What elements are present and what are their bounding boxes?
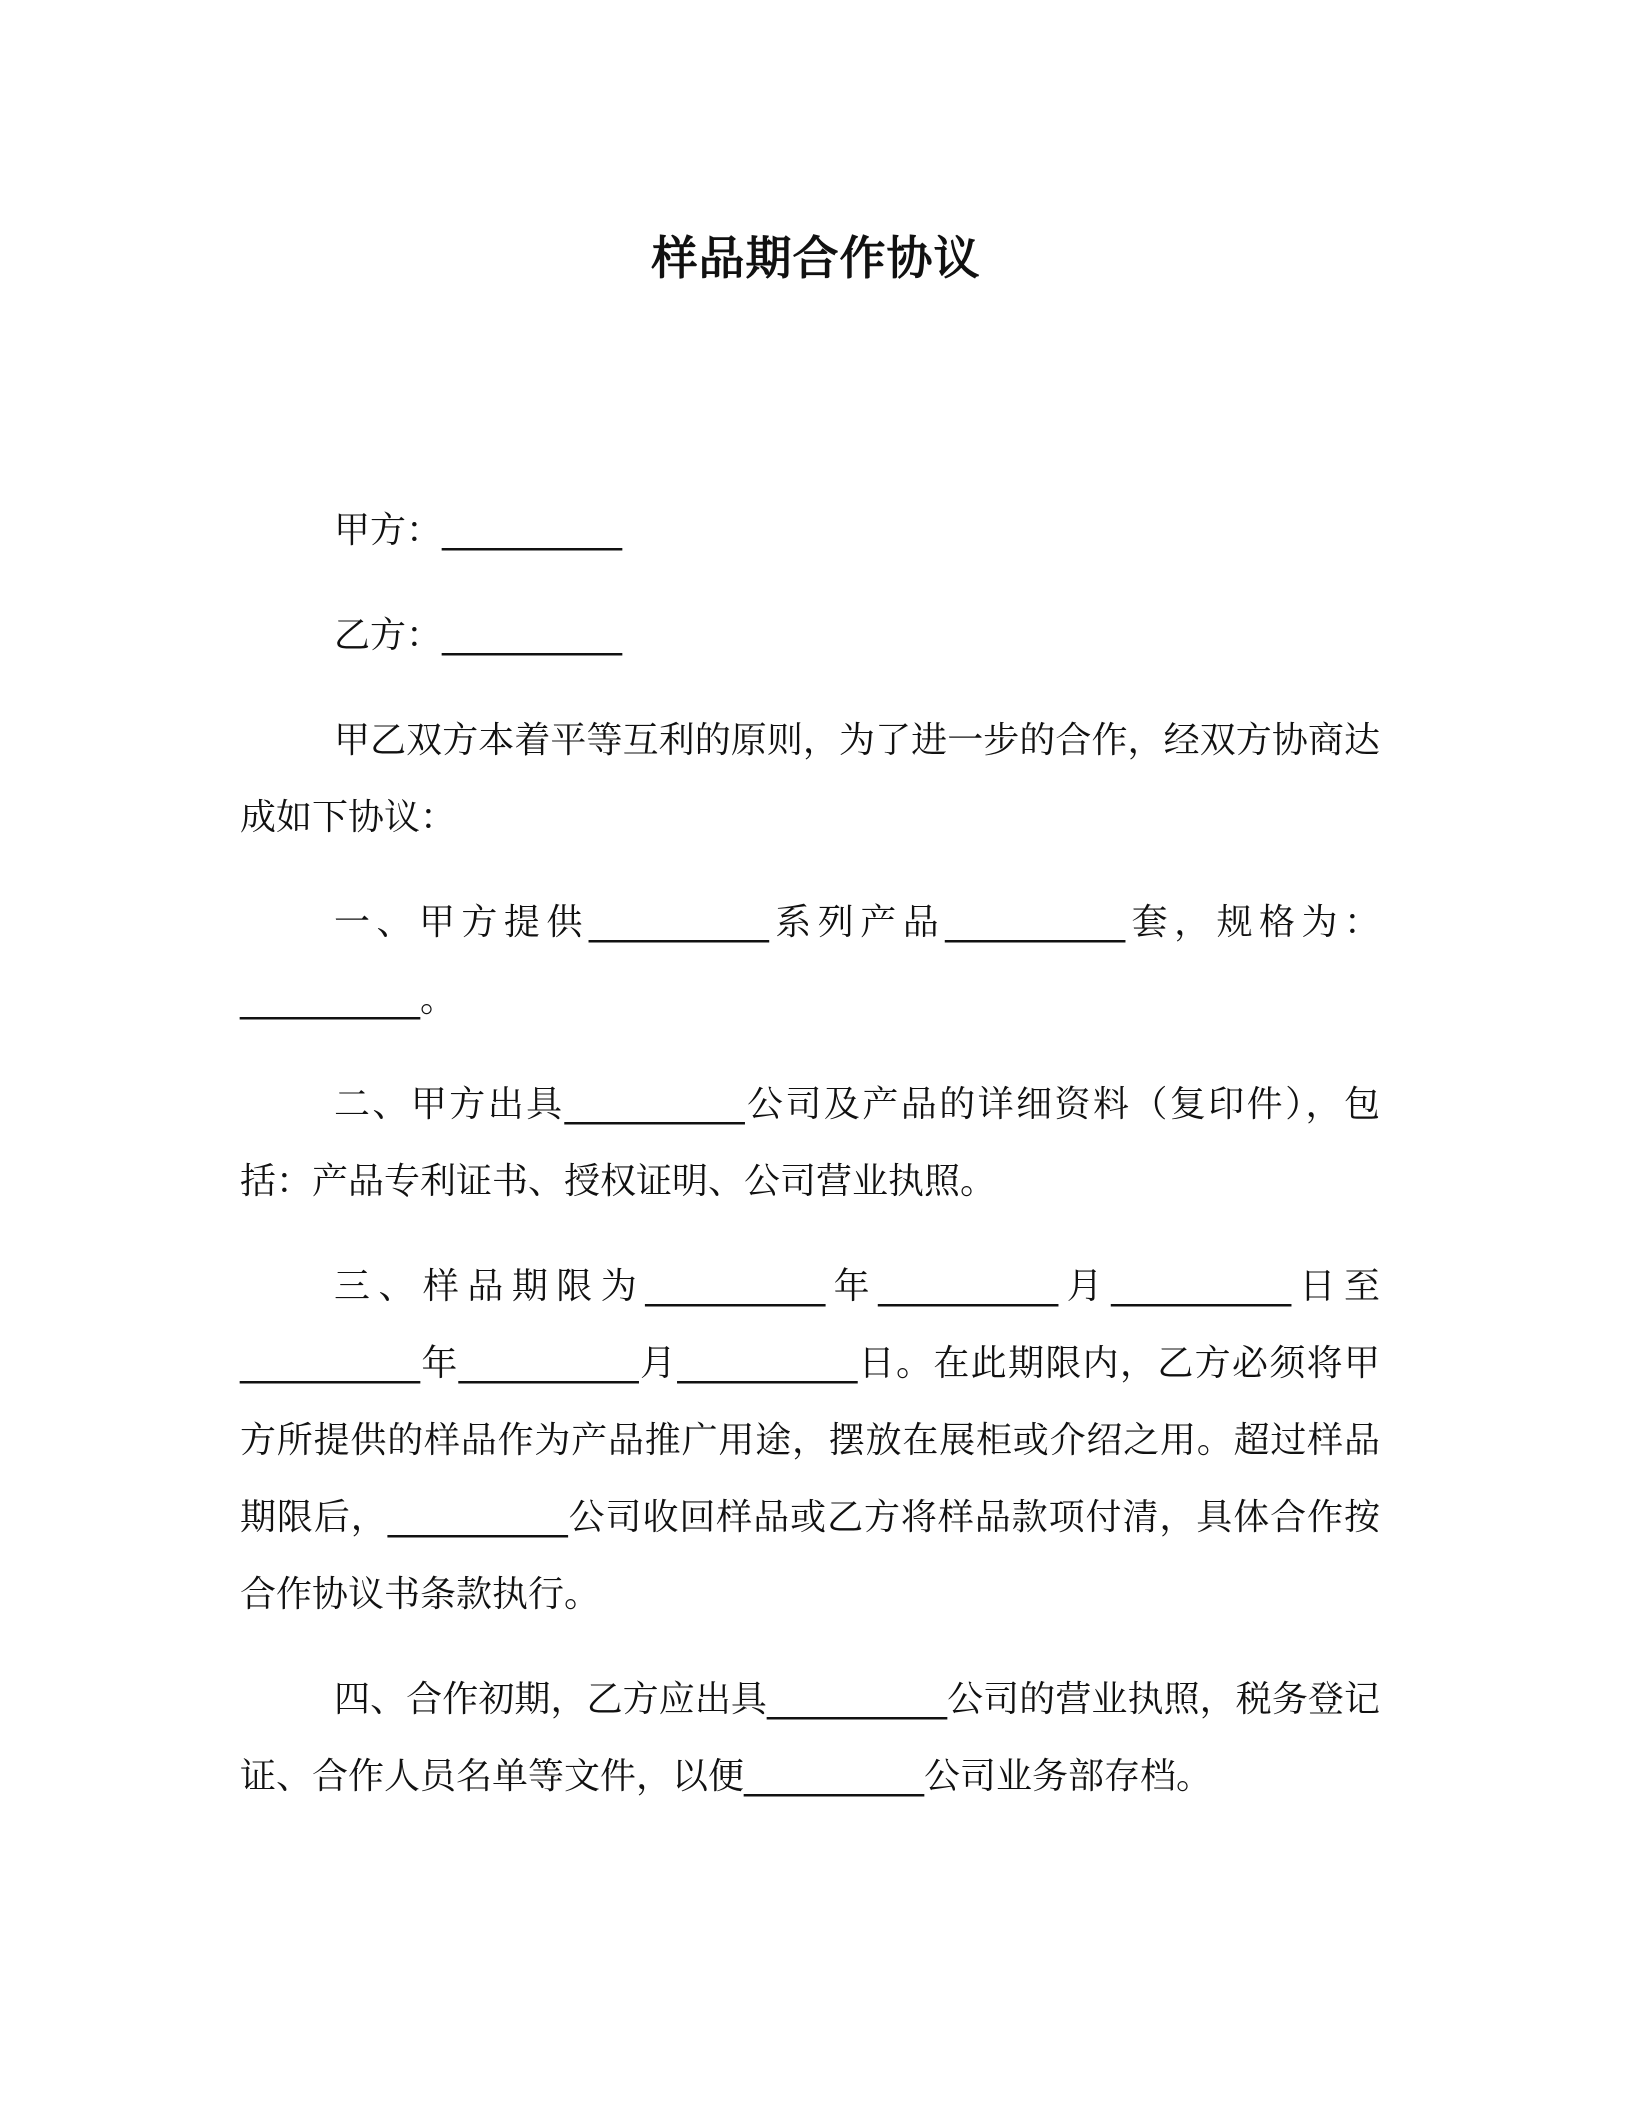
document-body — [240, 492, 1380, 1843]
clause-1: 一、甲方提供__________系列产品__________套，规格为：__________。 — [240, 902, 1380, 1020]
document-title: 样品期合作协议 — [651, 231, 981, 285]
party-b-line: 乙方：__________ — [334, 615, 623, 656]
party-a-line: 甲方：__________ — [334, 510, 623, 551]
clause-3: 三、样品期限为__________年__________月__________日至__________年__________月__________日。在此期限内，乙方必须将甲方所提供的样品作为产品推广用途，摆放在展柜或介绍之用。超过样品期限后，__________公司收回样品或乙方将样品款项付清，具体合作按合作协议书条款执行。 — [240, 1266, 1380, 1615]
clause-2: 二、甲方出具__________公司及产品的详细资料（复印件），包括：产品专利证书、授权证明、公司营业执照。 — [240, 1084, 1380, 1202]
clause-4: 四、合作初期，乙方应出具__________公司的营业执照，税务登记证、合作人员名单等文件，以便__________公司业务部存档。 — [240, 1679, 1380, 1797]
intro-paragraph: 甲乙双方本着平等互利的原则，为了进一步的合作，经双方协商达成如下协议： — [240, 720, 1380, 838]
